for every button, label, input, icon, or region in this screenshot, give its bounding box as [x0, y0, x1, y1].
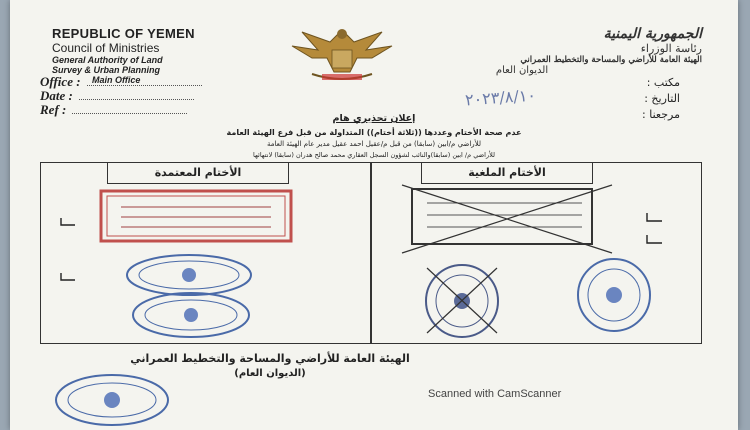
notice-line-1: عدم صحة الأختام وعددها ((ثلاثة أختام)) المتداولة من قبل فرع الهيئة العامة: [226, 128, 522, 137]
office-label: Office :: [40, 74, 81, 89]
date-dots: [79, 89, 194, 100]
header-en-council: Council of Ministries: [52, 41, 160, 55]
header-ar-office: الديوان العام: [495, 65, 549, 76]
notice-line-3: للأراضي م/ ابين (سابقا)والنائب لشؤون السجل العقاري محمد صالح هدران (سابقا) لانتهائها: [253, 151, 495, 159]
approved-stamps-header: الأختام المعتمدة: [107, 163, 289, 184]
cancelled-round-stamp-1: [426, 265, 498, 337]
approved-stamps: [41, 183, 369, 341]
header-arabic: [422, 26, 702, 76]
header-en-survey: Survey & Urban Planning: [52, 65, 161, 75]
footer-round-stamp: [50, 370, 180, 428]
notice-line-2: للأراضي م/ابين (سابقا) من قبل م/عقيل احمد عقيل مدير عام الهيئة العامة: [266, 140, 482, 148]
ar-date-field: التاريخ :: [644, 92, 680, 105]
header-ar-authority: الهيئة العامة للأراضي والمساحة والتخطيط العمراني: [520, 55, 702, 65]
footer-authority: الهيئة العامة للأراضي والمساحة والتخطيط العمراني: [130, 352, 410, 365]
cancelled-stamps: [372, 183, 700, 341]
ar-office-field: مكتب :: [646, 76, 680, 89]
cancelled-rect-stamp: [402, 185, 612, 253]
approved-rect-stamp: [101, 191, 291, 241]
yemen-eagle-emblem: [272, 22, 412, 84]
cancelled-stamps-header: الأختام الملغية: [421, 163, 593, 184]
cancelled-round-stamp-2: [578, 259, 650, 331]
camscanner-watermark: Scanned with CamScanner: [428, 388, 562, 400]
ar-ref-field: مرجعنا :: [642, 108, 680, 121]
header-ar-country: الجمهورية اليمنية: [603, 26, 702, 42]
approved-round-stamp-1: [127, 255, 251, 295]
header-ar-presidency: رئاسة الوزراء: [640, 42, 702, 55]
header-en-office: Main Office: [92, 75, 141, 85]
handwritten-date: ٢٠٢٣/٨/١٠: [464, 85, 537, 110]
approved-round-stamp-2: [133, 293, 249, 337]
header-en-authority: General Authority of Land: [52, 55, 163, 65]
footer-office: (الديوان العام): [234, 368, 306, 379]
date-label: Date :: [40, 88, 73, 103]
stamps-table: [40, 162, 702, 344]
header-en-country: REPUBLIC OF YEMEN: [52, 26, 195, 41]
ref-label: Ref :: [40, 102, 67, 117]
document-page: [10, 0, 738, 430]
office-dots: [87, 75, 202, 86]
notice-title: إعلان تحذيري هام: [332, 113, 416, 124]
